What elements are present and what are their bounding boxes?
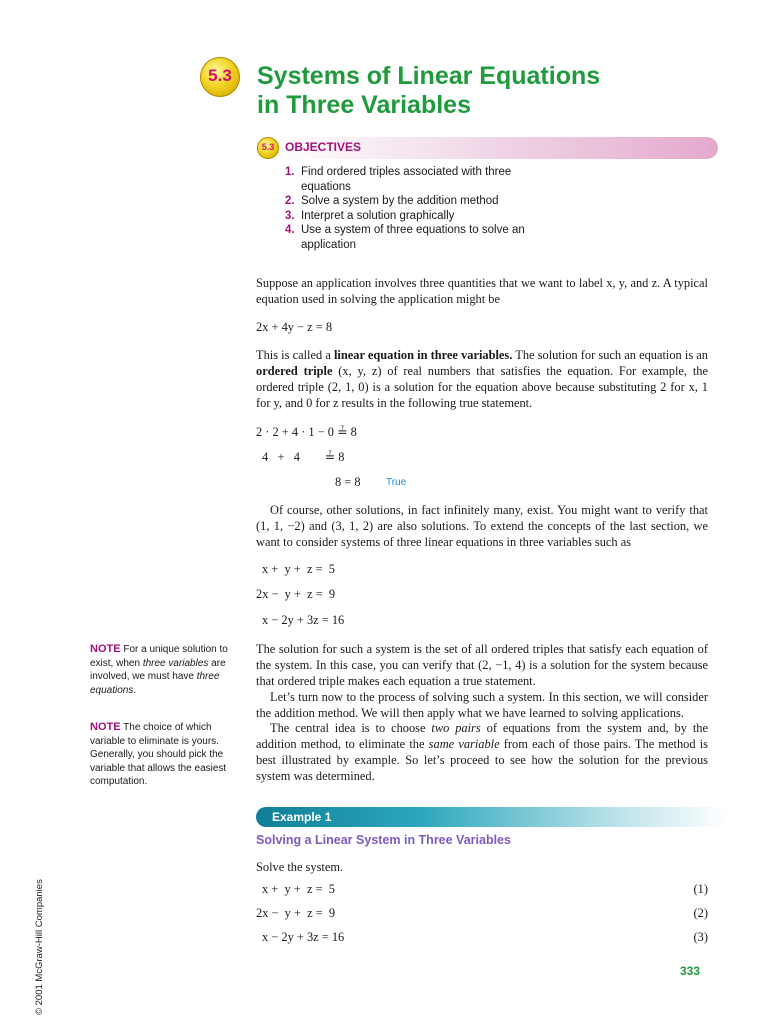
intro-paragraph: Suppose an application involves three quantities that we want to label x, y, and z. A typical equation used in solving the application might be xyxy=(256,276,708,306)
definition-paragraph: This is called a linear equation in three variables. The solution for such an equation is an ordered triple (x, y, z) of real numbers that satisfies the equation. For example, the ordered triple (2, 1, 0) is a solution for the equation above because substituting 2 for x, 1 for y, and 0 for z results in the following true statement. xyxy=(256,348,708,410)
system-equation: x − 2y + 3z = 16 xyxy=(262,613,345,627)
equation: 2x + 4y − z = 8 xyxy=(256,320,333,334)
true-annotation: True xyxy=(386,477,407,488)
equation-number: (3) xyxy=(693,930,708,944)
side-note: NOTE For a unique solution to exist, when three variables are involved, we must have three equations. xyxy=(90,643,228,696)
check-line-3: 8 = 8 xyxy=(335,475,361,489)
copyright-notice: © 2001 McGraw-Hill Companies xyxy=(34,879,45,1015)
objective-item: 1. Find ordered triples associated with three equations xyxy=(285,166,512,193)
example-equation: x − 2y + 3z = 16 xyxy=(262,930,345,944)
system-equation: x + y + z = 5 xyxy=(262,562,335,576)
central-idea-paragraph: The central idea is to choose two pairs of equations from the system and, by the addition method, to eliminate the same variable from each of those pairs. The method is best illustrated by example. So let’s proceed to see how the solution for the previous system was determined. xyxy=(256,721,708,783)
objectives-label: OBJECTIVES xyxy=(285,140,362,154)
check-line-1: 2 · 2 + 4 · 1 − 0 ≟ 8 xyxy=(256,425,357,439)
example-instruction: Solve the system. xyxy=(256,860,344,874)
objective-item: 3. Interpret a solution graphically xyxy=(285,209,455,222)
page-title: Systems of Linear Equations in Three Variables xyxy=(257,62,601,119)
section-badge: 5.3 xyxy=(200,57,240,97)
example-equation: 2x − y + z = 9 xyxy=(256,906,336,920)
system-solution-paragraph: The solution for such a system is the set of all ordered triples that satisfy each equation of the system. In this case, you can verify that (2, −1, 4) is a solution for the system because that ordered triple makes each equation a true statement. xyxy=(256,642,708,688)
example-subtitle: Solving a Linear System in Three Variables xyxy=(256,833,511,847)
side-note: NOTE The choice of which variable to eliminate is yours. Generally, you should pick the variable that allows the easiest computation. xyxy=(90,721,227,787)
example-label: Example 1 xyxy=(272,810,332,824)
equation-number: (1) xyxy=(693,882,708,896)
system-equation: 2x − y + z = 9 xyxy=(256,587,336,601)
page-number: 333 xyxy=(680,964,701,978)
example-equation: x + y + z = 5 xyxy=(262,882,335,896)
method-paragraph: Let’s turn now to the process of solving such a system. In this section, we will consider the addition method. We will then apply what we have learned to solving applications. xyxy=(256,690,708,720)
objective-item: 2. Solve a system by the addition method xyxy=(285,195,499,207)
equation-number: (2) xyxy=(693,906,708,920)
objectives-badge: 5.3 xyxy=(257,137,279,159)
objective-item: 4. Use a system of three equations to solve an application xyxy=(285,224,525,251)
extension-paragraph: Of course, other solutions, in fact infinitely many, exist. You might want to verify that (1, 1, −2) and (3, 1, 2) are also solutions. To extend the concepts of the last section, we want to consider systems of three linear equations in three variables such as xyxy=(256,503,708,549)
check-line-2: 4 + 4 ≟ 8 xyxy=(262,450,345,464)
objectives-list xyxy=(285,165,545,252)
